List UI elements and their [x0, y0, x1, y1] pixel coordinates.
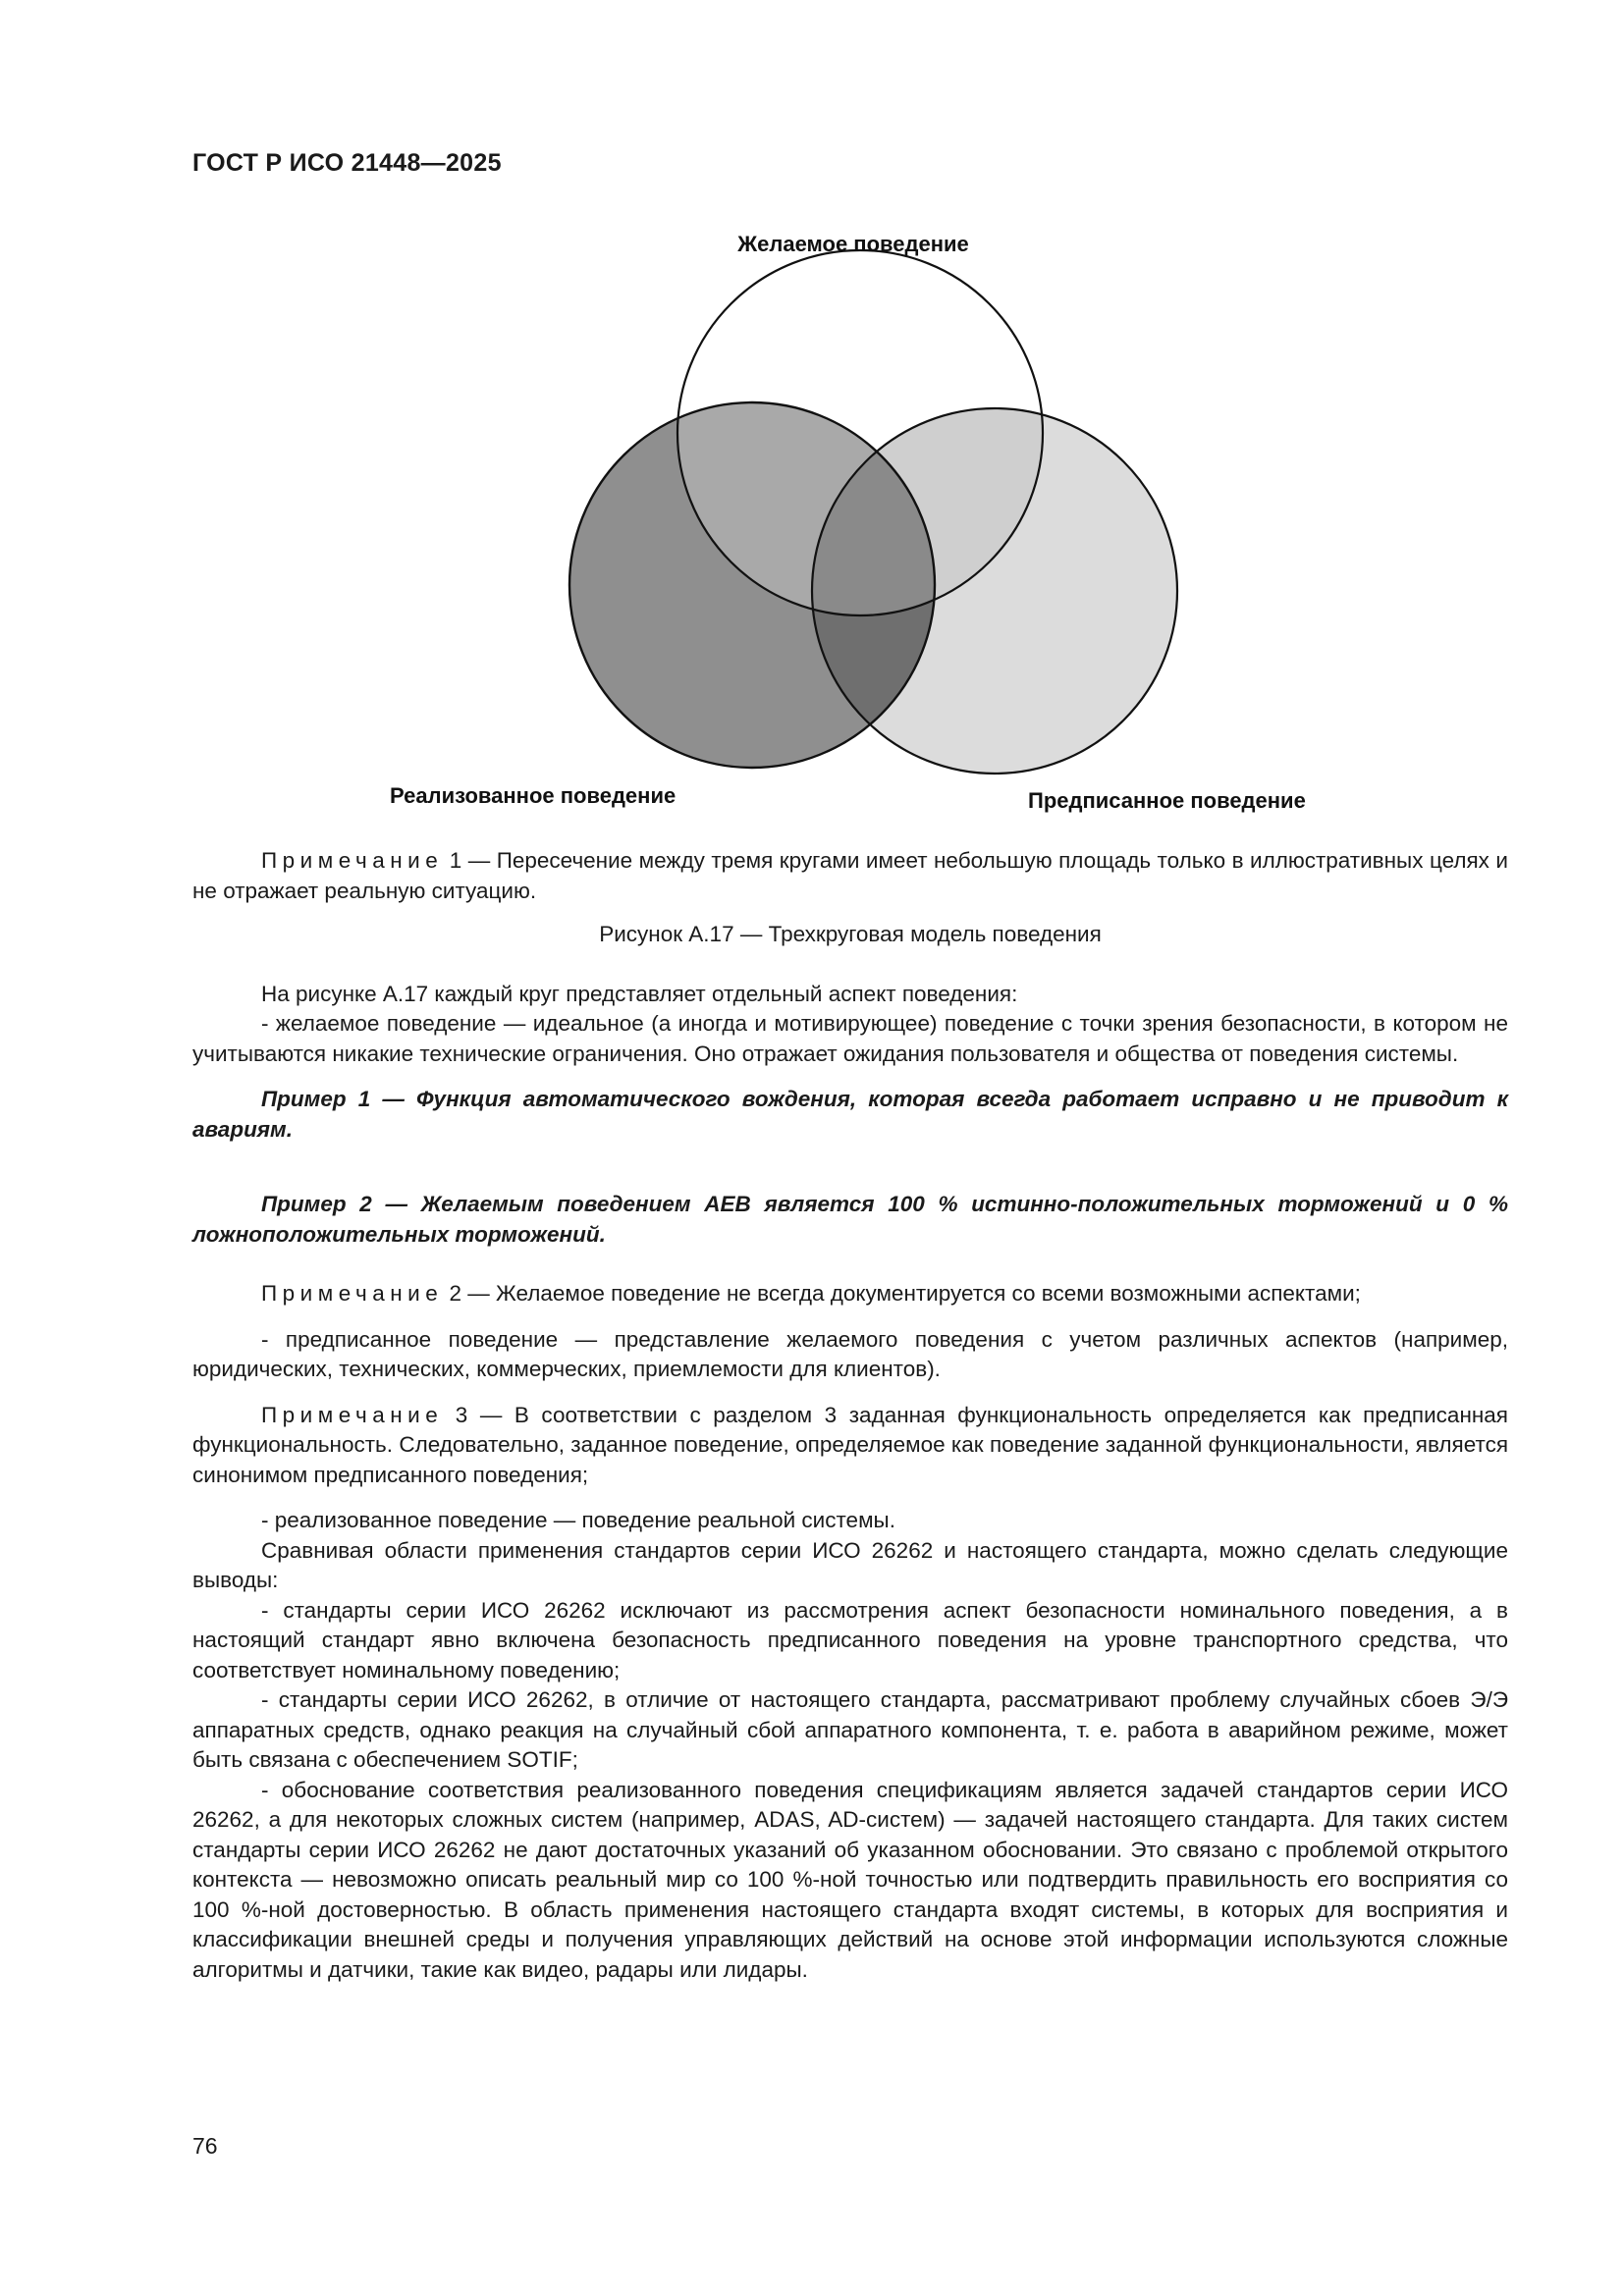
comparison-intro: Сравнивая области применения стандартов серии ИСО 26262 и настоящего стандарта, можно сделать следующие выводы:: [192, 1537, 1508, 1592]
comparison-item: - стандарты серии ИСО 26262 исключают из рассмотрения аспект безопасности номинального поведения, а в настоящий стандарт явно включена безопасность предписанного поведения на уровне транспортного средства, что соответствует номинальному поведению;: [192, 1597, 1508, 1682]
page-number: 76: [192, 2133, 218, 2159]
note-text: 2 — Желаемое поведение не всегда документируется со всеми возможными аспектами;: [443, 1281, 1361, 1306]
note-label: Примечание: [261, 848, 444, 873]
note-1: [192, 846, 1508, 906]
figure-caption: Рисунок А.17 — Трехкруговая модель поведения: [599, 922, 1102, 946]
document-header: ГОСТ Р ИСО 21448—2025: [192, 149, 502, 177]
note-label: Примечание: [261, 1402, 444, 1427]
label-specified-behavior: Предписанное поведение: [1028, 788, 1306, 813]
comparison-item: - стандарты серии ИСО 26262, в отличие от настоящего стандарта, рассматривают проблему случайных сбоев Э/Э аппаратных средств, однако реакция на случайный сбой аппаратного компонента, т. е. работа в аварийном режиме, может быть связана с обеспечением SOTIF;: [192, 1687, 1508, 1772]
example-1: Пример 1 — Функция автоматического вождения, которая всегда работает исправно и не приводит к авариям.: [192, 1087, 1508, 1142]
list-item-implemented: - реализованное поведение — поведение реальной системы.: [261, 1508, 895, 1532]
note-text: 3 — В соответствии с разделом 3 заданная функциональность определяется как предписанная функциональность. Следовательно, заданное поведение, определяемое как поведение заданной функциональности, является синонимом предписанного поведения;: [192, 1402, 1508, 1487]
venn-diagram-figure: [373, 218, 1316, 817]
venn-diagram: [373, 218, 1316, 817]
example-2: Пример 2 — Желаемым поведением АЕВ является 100 % истинно-положительных торможений и 0 % ложноположительных торможений.: [192, 1192, 1508, 1247]
note-2: [192, 1279, 1508, 1309]
list-item-specified: - предписанное поведение — представление желаемого поведения с учетом различных аспектов (например, юридических, технических, коммерческих, приемлемости для клиентов).: [192, 1326, 1508, 1381]
note-label: Примечание: [261, 1281, 444, 1306]
label-implemented-behavior: Реализованное поведение: [390, 783, 677, 808]
list-item-desired: - желаемое поведение — идеальное (а иногда и мотивирующее) поведение с точки зрения безопасности, в котором не учитываются никакие технические ограничения. Оно отражает ожидания пользователя и общества от поведения системы.: [192, 1011, 1508, 1066]
comparison-item: - обоснование соответствия реализованного поведения спецификациям является задачей стандартов серии ИСО 26262, а для некоторых сложных систем (например, ADAS, AD-систем) — задачей настоящего стандарта. Для таких систем стандарты серии ИСО 26262 не дают достаточных указаний об указанном обосновании. Это связано с проблемой открытого контекста — невозможно описать реальный мир со 100 %-ной точностью или подтвердить правильность его восприятия со 100 %-ной достоверностью. В область применения настоящего стандарта входят системы, в которых для восприятия и классификации внешней среды и получения управляющих действий на основе этой информации используются сложные алгоритмы и датчики, такие как видео, радары или лидары.: [192, 1777, 1508, 1982]
label-desired-behavior: Желаемое поведение: [737, 232, 969, 256]
intro-paragraph: На рисунке А.17 каждый круг представляет отдельный аспект поведения:: [261, 981, 1018, 1006]
note-text: 1 — Пересечение между тремя кругами имеет небольшую площадь только в иллюстративных целях и не отражает реальную ситуацию.: [192, 848, 1508, 903]
note-3: [192, 1401, 1508, 1491]
document-body: [192, 846, 1508, 1985]
